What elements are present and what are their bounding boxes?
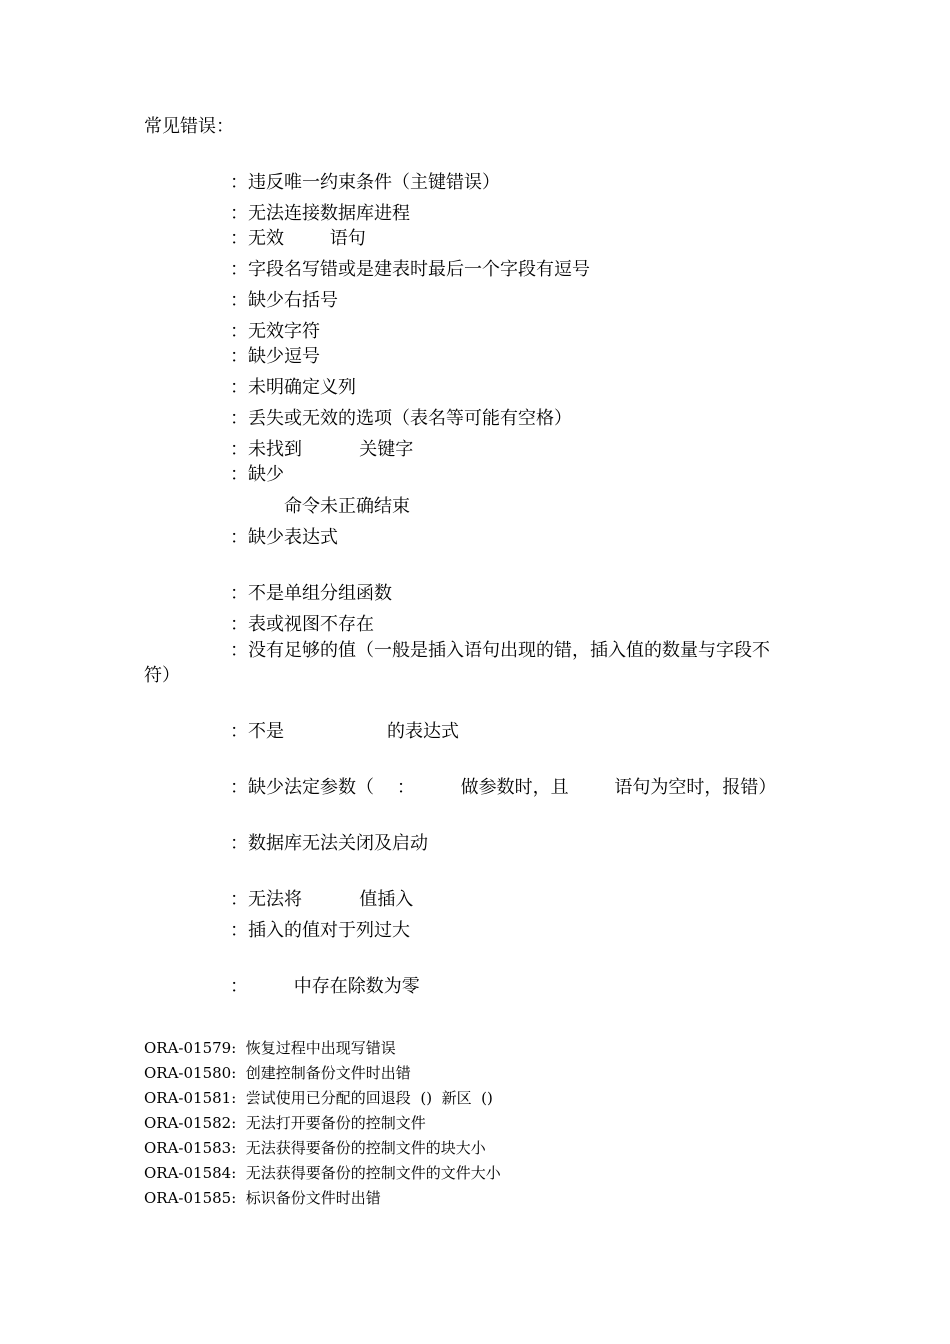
error-item: ：无效 语句 xyxy=(230,228,366,249)
error-item: ：违反唯一约束条件（主键错误） xyxy=(230,172,500,193)
ora-error-line: ORA-01584: 无法获得要备份的控制文件的文件大小 xyxy=(144,1164,501,1182)
error-item: ：缺少表达式 xyxy=(230,527,338,548)
error-item: ：缺少右括号 xyxy=(230,290,338,311)
error-item: ：没有足够的值（一般是插入语句出现的错，插入值的数量与字段不 xyxy=(230,640,770,661)
ora-error-line: ORA-01583: 无法获得要备份的控制文件的块大小 xyxy=(144,1139,486,1157)
error-item: ：不是 的表达式 xyxy=(230,721,459,742)
error-item: ：无法将 值插入 xyxy=(230,889,414,910)
ora-error-line: ORA-01582: 无法打开要备份的控制文件 xyxy=(144,1114,426,1132)
error-item: ：缺少法定参数（ ： 做参数时，且 语句为空时，报错） xyxy=(230,777,777,798)
error-item-continued: 命令未正确结束 xyxy=(284,496,410,517)
error-item: ：丢失或无效的选项（表名等可能有空格） xyxy=(230,408,572,429)
ora-error-line: ORA-01580: 创建控制备份文件时出错 xyxy=(144,1064,411,1082)
error-item: ：未明确定义列 xyxy=(230,377,356,398)
error-item: ：字段名写错或是建表时最后一个字段有逗号 xyxy=(230,259,590,280)
error-item: ： 中存在除数为零 xyxy=(230,976,420,997)
ora-error-line: ORA-01579: 恢复过程中出现写错误 xyxy=(144,1039,396,1057)
error-item: ：数据库无法关闭及启动 xyxy=(230,833,428,854)
error-item: ：表或视图不存在 xyxy=(230,614,374,635)
error-item: ：不是单组分组函数 xyxy=(230,583,392,604)
error-item: ：无法连接数据库进程 xyxy=(230,203,410,224)
ora-error-line: ORA-01581: 尝试使用已分配的回退段 () 新区 () xyxy=(144,1089,493,1107)
error-item: ：未找到 关键字 xyxy=(230,439,414,460)
error-item: ：无效字符 xyxy=(230,321,320,342)
error-item: ：插入的值对于列过大 xyxy=(230,920,410,941)
ora-error-line: ORA-01585: 标识备份文件时出错 xyxy=(144,1189,381,1207)
section-heading: 常见错误： xyxy=(144,116,234,137)
error-item: ：缺少 xyxy=(230,464,284,485)
error-item: ：缺少逗号 xyxy=(230,346,320,367)
error-item-wrap: 符） xyxy=(144,665,180,686)
